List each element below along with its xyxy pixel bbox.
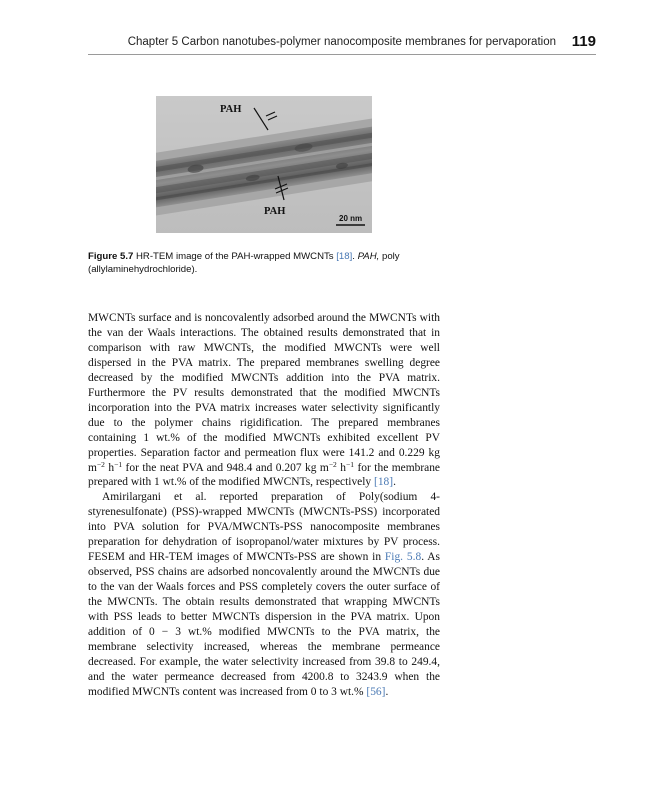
paragraph-1 <box>88 311 440 490</box>
chapter-title: Chapter 5 Carbon nanotubes-polymer nanocomposite membranes for pervaporation <box>127 36 556 48</box>
caption-text: HR-TEM image of the PAH-wrapped MWCNTs <box>133 251 337 262</box>
paragraph-text: . <box>393 476 396 489</box>
page-number: 119 <box>571 33 596 50</box>
figure-caption <box>88 250 428 276</box>
paragraph-text: for the membrane prepared with 1 wt.% of the modified MWCNTs, respectively <box>88 461 441 489</box>
superscript: −1 <box>346 459 354 469</box>
paragraph-text: h <box>104 461 115 474</box>
paragraph-text: MWCNTs surface and is noncovalently adsorbed around the MWCNTs with the van der Waals interactions. The obtained results demonstrated that in comparison with raw MWCNTs, the modified MWCNTs were well dispersed in the PVA matrix. The prepared membranes swelling degree decreased by the modified MWCNTs addition into the PVA matrix. Furthermore the PV results demonstrated that the modified MWCNTs incorporation into the PVA matrix increases water selectivity significantly due to the polymer chains rigidification. The prepared membranes containing 1 wt.% of the modified MWCNTs exhibited excellent PV properties. Separation factor and permeation flux were 141.2 and 0.229 kg m <box>88 312 440 474</box>
paragraph-2 <box>88 490 440 699</box>
pah-label-bottom: PAH <box>264 206 286 217</box>
paragraph-text: h <box>336 461 347 474</box>
caption-text: . <box>352 251 358 262</box>
superscript: −2 <box>328 459 337 469</box>
running-header <box>88 32 596 55</box>
paragraph-text: Amirilargani et al. reported preparation of Poly(sodium 4-styrenesulfonate) (PSS)-wrapped MWCNTs (MWCNTs-PSS) incorporated into PVA solution for PVA/MWCNTs-PSS nanocomposite membranes preparation for dehydration of isopropanol/water mixtures by PV process. FESEM and HR-TEM images of MWCNTs-PSS are shown in <box>88 491 440 564</box>
citation-link[interactable]: [18] <box>374 476 394 489</box>
figure-number: Figure 5.7 <box>88 251 134 262</box>
citation-link[interactable]: [18] <box>336 251 353 262</box>
pah-label-top: PAH <box>220 104 242 115</box>
paragraph-text: . As observed, PSS chains are adsorbed noncovalently around the MWCNTs due to the van der Waals forces and PSS completely covers the outer surface of the MWCNTs. The obtain results demonstrated that wrapping MWCNTs with PSS leads to better MWCNTs dispersion in the PVA matrix. Upon addition of 0 − 3 wt.% modified MWCNTs to the PVA matrix, the membrane selectivity increased, whereas the membrane permeance decreased. For example, the water selectivity increased from 39.8 to 249.4, and the water permeance decreased from 4200.8 to 3243.9 when the modified MWCNTs content was increased from 0 to 3 wt.% <box>88 551 440 698</box>
superscript: −2 <box>96 459 105 469</box>
caption-abbrev: PAH, <box>357 251 380 262</box>
tem-image <box>156 96 372 233</box>
paragraph-text: . <box>385 685 389 698</box>
scale-bar-label: 20 nm <box>339 214 363 223</box>
citation-link[interactable]: [56] <box>366 685 386 698</box>
superscript: −1 <box>114 459 123 469</box>
body-text <box>88 311 440 700</box>
paragraph-text: for the neat PVA and 948.4 and 0.207 kg m <box>122 461 329 474</box>
figure-link[interactable]: Fig. 5.8 <box>384 551 422 564</box>
caption-text: poly (allylaminehydrochloride). <box>88 251 400 275</box>
